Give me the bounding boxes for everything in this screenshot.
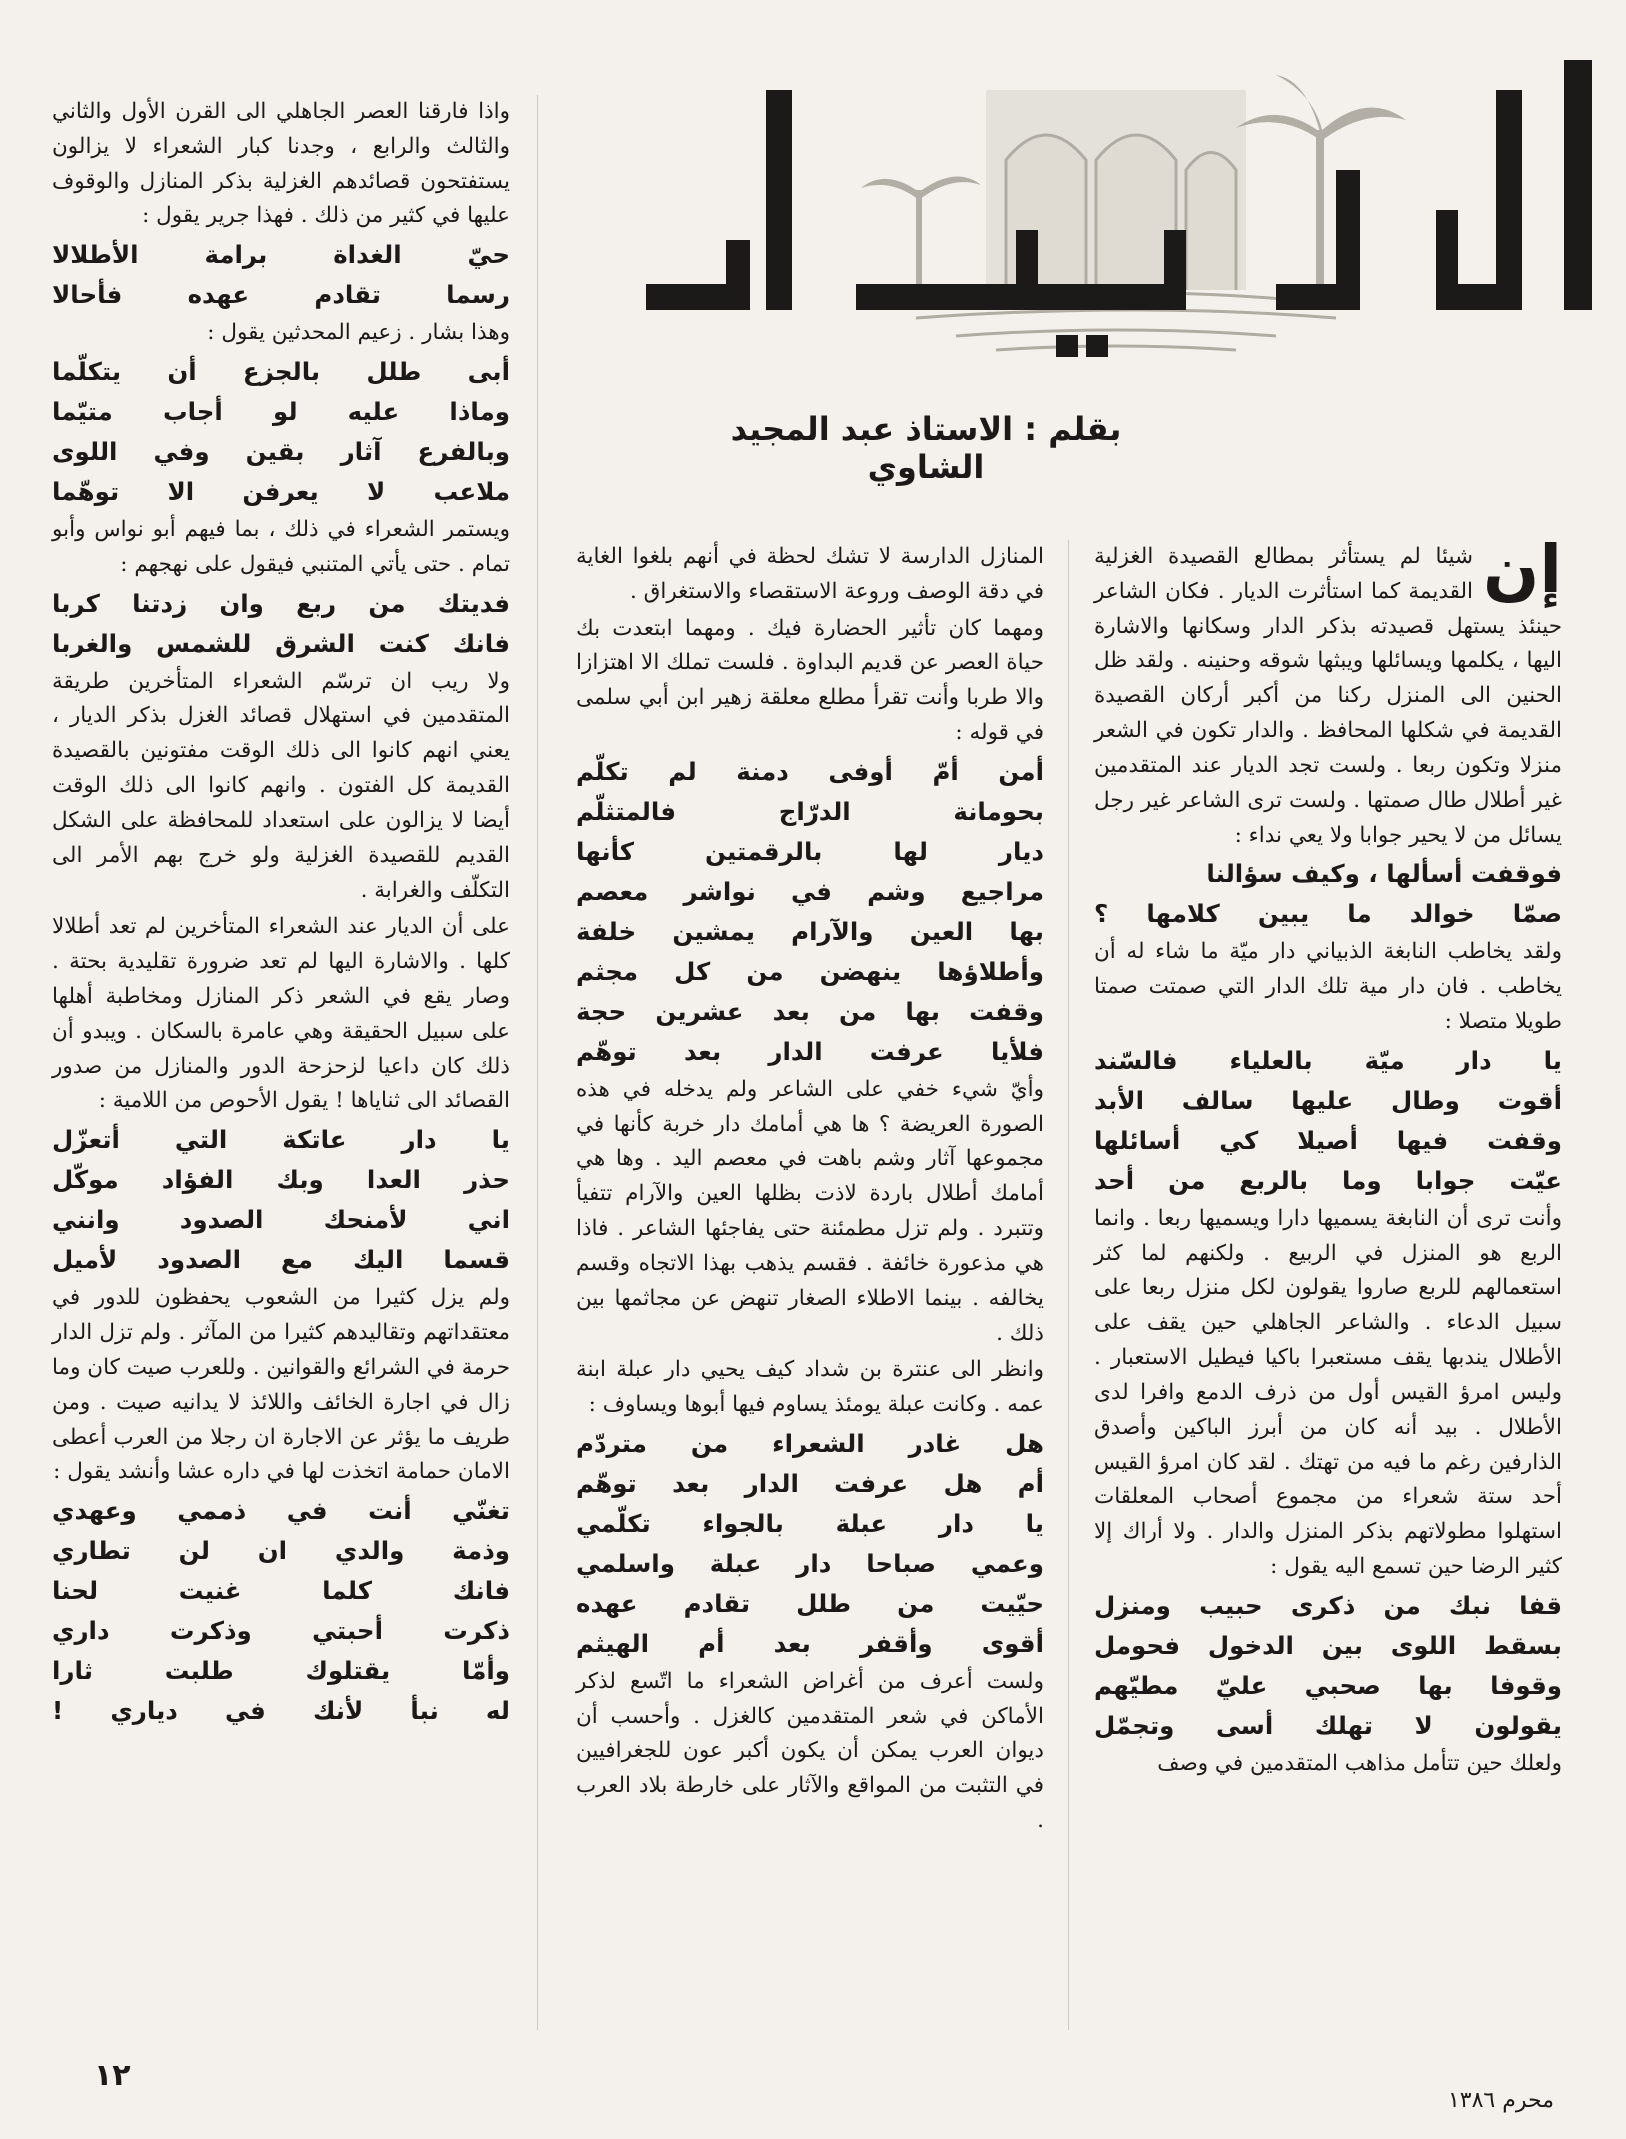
drop-cap: إن: [1483, 531, 1562, 608]
paragraph: وأنت ترى أن النابغة يسميها دارا ويسميها ربعا . وانما الربع هو المنزل في الربيع . ولكنهم لما كثر استعمالهم للربع صاروا يقولون لكل منزل ربعا على سبيل الدعاء . والشاعر الجاهلي حين يقف على الأطلال يندبها يقف مستعبرا باكيا فيطيل الاستعبار . وليس امرؤ القيس أول من ذرف الدمع وافرا لدى الأطلال . بيد أنه كان من أبرز الباكين وأصدق الذارفين رغم ما فيه من تهتك . لقد كان امرؤ القيس أحد ستة شعراء من مجموع أصحاب المعلقات استهلوا مطولاتهم بذكر المنزل والدار . ولا أراك إلا كثير الرضا حين تسمع اليه يقول :: [1094, 1205, 1562, 1580]
paragraph: واذا فارقنا العصر الجاهلي الى القرن الأول والثاني والثالث والرابع ، وجدنا كبار الشعراء لا يزالون يستفتحون قصائدهم الغزلية بذكر المنازل والوقوف عليها في كثير من ذلك . فهذا جرير يقول :: [52, 99, 510, 229]
verse-line: وقوفا بها صحبي عليّ مطيّهم: [1094, 1670, 1562, 1700]
title-graphic: [616, 50, 1626, 380]
page-number: ١٢: [94, 2058, 131, 2093]
issue-date: محرم ١٣٨٦: [1447, 2088, 1554, 2113]
article-column-left: [52, 95, 510, 2015]
paragraph: ومهما كان تأثير الحضارة فيك . ومهما ابتعدت بك حياة العصر عن قديم البداوة . فلست تملك الا اهتزازا والا طربا وأنت تقرأ مطلع معلقة زهير ابن أبي سلمى في قوله :: [576, 615, 1044, 746]
verse-line: وعمي صباحا دار عبلة واسلمي: [576, 1548, 1044, 1578]
verse-line: وقفت فيها أصيلا كي أسائلها: [1094, 1125, 1562, 1155]
verse-line: حيّ الغداة برامة الأطلالا: [52, 240, 510, 270]
paragraph: وهذا بشار . زعيم المحدثين يقول :: [207, 320, 510, 346]
verse-line: مراجيع وشم في نواشر معصم: [576, 876, 1044, 906]
column-divider: [537, 95, 538, 2030]
article-column-right: [1094, 531, 1562, 2030]
verse-line: وذمة والدي ان لن تطاري: [52, 1536, 510, 1566]
verse-line: فانك كلما غنيت لحنا: [52, 1576, 510, 1606]
verse-line: وقفت بها من بعد عشرين حجة: [576, 996, 1044, 1026]
paragraph: على أن الديار عند الشعراء المتأخرين لم تعد أطلالا كلها . والاشارة اليها لم تعد ضرورة تقليدية بحتة . وصار يقع في الشعر ذكر المنازل ومخاطبة أهلها على سبيل الحقيقة وهي عامرة بالسكان . ويبدو أن ذلك كان داعيا لزحزحة الدور والمنازل من صدور القصائد الى ثناياها ! يقول الأحوص من اللامية :: [52, 914, 510, 1114]
verse-line: ديار لها بالرقمتين كأنها: [576, 836, 1044, 866]
verse-line: يقولون لا تهلك أسى وتجمّل: [1094, 1710, 1562, 1740]
verse-line: ملاعب لا يعرفن الا توهّما: [52, 476, 510, 506]
paragraph: المنازل الدارسة لا تشك لحظة في أنهم بلغوا الغاية في دقة الوصف وروعة الاستقصاء والاستغراق .: [576, 544, 1044, 604]
verse-line: هل غادر الشعراء من متردّم: [576, 1429, 1044, 1458]
paragraph: ولعلك حين تتأمل مذاهب المتقدمين في وصف: [1157, 1750, 1562, 1776]
paragraph: ولست أعرف من أغراض الشعراء ما اتّسع لذكر الأماكن في شعر المتقدمين كالغزل . وأحسب أن ديوان العرب يمكن أن يكون أكبر عون للجغرافيين في التثبت من المواقع والآثار على خارطة بلاد العرب .: [576, 1668, 1044, 1834]
verse-line: فانك كنت الشرق للشمس والغربا: [52, 628, 510, 658]
arches-illustration: [916, 90, 1336, 350]
verse-line: فوقفت أسألها ، وكيف سؤالنا: [1206, 859, 1562, 889]
verse-line: صمّا خوالد ما يبين كلامها ؟: [1094, 899, 1562, 929]
verse-line: تغنّي أنت في ذممي وعهدي: [52, 1496, 510, 1526]
paragraph: ولقد يخاطب النابغة الذبياني دار ميّة ما شاء له أن يخاطب . فان دار مية تلك الدار التي صمتت صمتا طويلا متصلا :: [1094, 939, 1562, 1035]
verse-line: فديتك من ربع وان زدتنا كربا: [52, 588, 510, 618]
verse-line: اني لأمنحك الصدود وانني: [52, 1205, 510, 1235]
verse-line: قسما اليك مع الصدود لأميل: [52, 1245, 510, 1275]
verse-line: أقوى وأقفر بعد أم الهيثم: [576, 1628, 1044, 1658]
column-divider: [1068, 540, 1069, 2030]
verse-line: أمن أمّ أوفى دمنة لم تكلّم: [576, 756, 1044, 786]
paragraph: ويستمر الشعراء في ذلك ، بما فيهم أبو نواس وأبو تمام . حتى يأتي المتنبي فيقول على نهجهم :: [52, 516, 510, 577]
paragraph: وانظر الى عنترة بن شداد كيف يحيي دار عبلة ابنة عمه . وكانت عبلة يومئذ يساوم فيها أبوها ويساوف :: [576, 1357, 1044, 1418]
article-column-middle: [576, 540, 1044, 2030]
verse-line: يا دار ميّة بالعلياء فالسّند: [1094, 1045, 1562, 1075]
verse-line: أقوت وطال عليها سالف الأبد: [1094, 1085, 1562, 1115]
verse-line: بسقط اللوى بين الدخول فحومل: [1094, 1630, 1562, 1660]
title-artwork: [616, 50, 1626, 380]
paragraph: وأيّ شيء خفي على الشاعر ولم يدخله في هذه الصورة العريضة ؟ ها هي أمامك دار خربة كأنها في مجموعها آثار وشم باهت في معصم اليد . وها هي أمامك أطلال باردة لاذت بظلها العين والآرام تتفيأ وتتبرد . ولم تزل مطمئنة حتى يفاجئها الشاعر . فاذا هي مذعورة خائفة . فقسم يذهب بهذا الاتجاه وقسم يخالفه . بينما الاطلاء الصغار تنهض عن مجاثمها بين ذلك .: [576, 1076, 1044, 1346]
verse-line: رسما تقادم عهده فأحالا: [52, 280, 510, 310]
paragraph: ولا ريب ان ترسّم الشعراء المتأخرين طريقة المتقدمين في استهلال قصائد الغزل بذكر الديار ، يعني انهم كانوا الى ذلك الوقت مفتونين بالقصيدة القديمة كل الفتون . وانهم كانوا الى ذلك الوقت أيضا لا يزالون على استعداد للمحافظة على الشكل القديم للقصيدة الغزلية ولو خرج بهم الأمر الى التكلّف والغرابة .: [52, 668, 510, 903]
verse-line: يا دار عبلة بالجواء تكلّمي: [576, 1508, 1044, 1538]
verse-line: وماذا عليه لو أجاب متيّما: [52, 397, 510, 427]
verse-line: وأمّا يقتلوك طلبت ثارا: [52, 1656, 510, 1686]
opening-paragraph: [1094, 531, 1562, 853]
verse-line: حيّيت من طلل تقادم عهده: [576, 1588, 1044, 1618]
verse-line: قفا نبك من ذكرى حبيب ومنزل: [1094, 1590, 1562, 1620]
byline: بقلم : الاستاذ عبد المجيد الشاوي: [730, 410, 1122, 486]
verse-line: فلأيا عرفت الدار بعد توهّم: [576, 1036, 1044, 1066]
verse-line: يا دار عاتكة التي أتعزّل: [52, 1125, 510, 1155]
verse-line: حذر العدا وبك الفؤاد موكّل: [52, 1165, 510, 1195]
paragraph-text: شيئا لم يستأثر بمطالع القصيدة الغزلية القديمة كما استأثرت الديار . فكان الشاعر حينئذ يستهل قصيدته بذكر الدار وسكانها والاشارة اليها ، يكلمها ويسائلها ويبثها شوقه وحنينه . ولقد ظل الحنين الى المنزل ركنا من أكبر أركان القصيدة القديمة في شكلها المحافظ . والدار تكون في الشعر منزلا وتكون ربعا . ولست تجد الديار عند المتقدمين غير أطلال طال صمتها . ولست ترى الشاعر غير رجل يسائل من لا يحير جوابا ولا يعي نداء :: [1094, 544, 1562, 848]
verse-line: عيّت جوابا وما بالربع من أحد: [1094, 1165, 1562, 1195]
verse-line: بها العين والآرام يمشين خلفة: [576, 916, 1044, 946]
verse-line: وأطلاؤها ينهضن من كل مجثم: [576, 956, 1044, 986]
verse-line: أبى طلل بالجزع أن يتكلّما: [52, 357, 510, 387]
paragraph: ولم يزل كثيرا من الشعوب يحفظون للدور في معتقداتهم وتقاليدهم كثيرا من المآثر . ولم تزل الدار حرمة في الشرائع والقوانين . وللعرب صيت كان وما زال في اجارة الخائف واللائذ لا يدانيه صيت . ومن طريف ما يؤثر عن الاجارة ان رجلا من العرب أعطى الامان حمامة اتخذت لها في داره عشا وأنشد يقول :: [52, 1285, 510, 1485]
verse-line: له نبأ لأنك في دياري !: [52, 1696, 510, 1725]
verse-line: ذكرت أحبتي وذكرت داري: [52, 1616, 510, 1646]
verse-line: أم هل عرفت الدار بعد توهّم: [576, 1468, 1044, 1498]
verse-line: بحومانة الدرّاج فالمتثلّم: [576, 796, 1044, 826]
verse-line: وبالفرع آثار بقين وفي اللوى: [52, 437, 510, 467]
